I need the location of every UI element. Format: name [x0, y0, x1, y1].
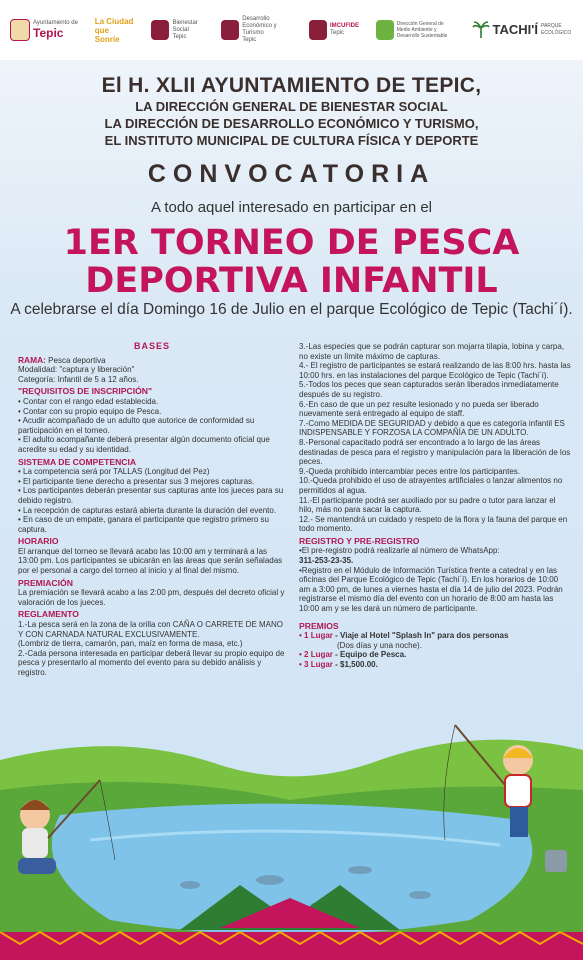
list-item: • Acudir acompañado de un adulto que autorice de conformidad su participación en el torneo.	[18, 416, 255, 435]
logo-medio-ambiente	[376, 20, 455, 40]
list-item: 12.- Se mantendrá un cuidado y respeto de la flora y la fauna del parque en todo momento.	[299, 514, 568, 534]
premiacion-heading: PREMIACIÓN	[18, 577, 73, 588]
list-item: 8.-Personal capacitado podrá ser encontrado a lo largo de las áreas destinadas de pesca para el registro y manipulación para la liberación de los peces.	[299, 437, 571, 467]
logo-ciudad-sonrie	[95, 17, 135, 44]
logo-bar	[0, 0, 583, 60]
logo-tachii-sub: PARQUE ECOLÓGICO	[540, 23, 572, 36]
list-item: 1.-La pesca será en la zona de la orilla con CAÑA O CARRETE DE MANO Y CON CARNADA NATURAL EXCLUSIVAMENTE.	[18, 620, 283, 639]
logo-ciudad-label: La Ciudad que Sonríe	[94, 16, 134, 44]
list-item: • Los participantes deberán presentar sus capturas ante los jueces para su debido registro.	[18, 486, 284, 505]
prize-place: • 1 Lugar	[299, 631, 333, 641]
lake-scene-illustration	[0, 720, 583, 960]
logo-imcufide-label: IMCUFIDE	[329, 23, 359, 29]
premios-heading: PREMIOS	[299, 620, 339, 631]
registro-whatsapp: •El pre-registro podrá realizarle al número de WhatsApp:	[299, 546, 500, 556]
prize-place: • 2 Lugar	[299, 650, 333, 660]
registro-phone: 311-253-23-35.	[299, 556, 354, 566]
list-item: 5.-Todos los peces que sean capturados serán liberados inmediatamente después de su registro.	[299, 380, 559, 399]
logo-medio-ambiente-label: Dirección General de Medio Ambiente y Desarrollo Sustentable	[396, 21, 448, 39]
list-item: • En caso de un empate, ganara el participante que registro primero su captura.	[18, 515, 269, 534]
rama-value: Pesca deportiva	[48, 355, 106, 365]
list-item: 11.-El participante podrá ser auxiliado por su padre o tutor para lanzar el hilo, más no para sacar la captura.	[299, 495, 556, 515]
smile-icon	[309, 20, 327, 40]
convocatoria-heading: CONVOCATORIA	[147, 160, 436, 188]
prize-item	[299, 641, 571, 651]
right-column	[299, 342, 571, 670]
left-column	[18, 342, 286, 678]
logo-tepic-sub: Ayuntamiento de	[33, 20, 78, 26]
list-item: 3.-Las especies que se podrán capturar son mojarra tilapia, lobina y carpa, no existe un límite máximo de capturas.	[299, 342, 565, 361]
header-line4: EL INSTITUTO MUNICIPAL DE CULTURA FÍSICA Y DEPORTE	[104, 133, 479, 148]
event-title-line1: 1ER TORNEO DE PESCA	[63, 223, 520, 263]
logo-tepic-label: Tepic	[33, 26, 64, 40]
header-line2: LA DIRECCIÓN GENERAL DE BIENESTAR SOCIAL	[135, 99, 448, 114]
rama-label: RAMA:	[18, 354, 46, 365]
bases-heading: BASES	[133, 341, 170, 351]
logo-tachii	[472, 21, 573, 39]
list-item: • Contar con su propio equipo de Pesca.	[18, 406, 162, 416]
horario-text: El arranque del torneo se llevará acabo las 10:00 am y terminará a las 13:00 pm. Los participantes se ubicarán en las áreas que serán señaladas por el personal a cargo del torneo al inicio y al final del mismo.	[18, 546, 283, 576]
header-line1: El H. XLII AYUNTAMIENTO DE TEPIC,	[101, 74, 482, 97]
list-item: • Contar con el rango edad establecida.	[18, 396, 159, 406]
smile-icon	[151, 20, 169, 40]
list-item: (Lombriz de tierra, camarón, pan, maíz en forma de masa, etc.)	[18, 639, 243, 649]
palm-icon	[472, 21, 490, 39]
list-item: 9.-Queda prohibido intercambiar peces entre los participantes.	[299, 466, 521, 476]
logo-bienestar-label: Bienestar Social	[172, 19, 198, 33]
prize-text: (Dos días y una noche).	[337, 640, 422, 650]
celebrate-text: A celebrarse el día Domingo 16 de Julio en el parque Ecológico de Tepic (Tachi´í).	[10, 301, 573, 318]
modalidad-text: Modalidad: "captura y liberación"	[18, 365, 135, 375]
list-item: • El participante tiene derecho a presentar sus 3 mejores capturas.	[18, 476, 255, 486]
logo-imcufide-sub: Tepic	[329, 30, 344, 36]
logo-desarrollo	[221, 16, 292, 44]
logo-bienestar-sub: Tepic	[172, 33, 187, 40]
logo-desarrollo-sub: Tepic	[242, 37, 257, 43]
smile-icon	[221, 20, 239, 40]
logo-tepic	[10, 19, 78, 41]
logo-bienestar	[151, 20, 204, 41]
prize-text: - $1,500.00.	[332, 660, 378, 669]
list-item: 6.-En caso de que un pez resulte lesionado y no pueda ser liberado nuevamente será entregado al equipo de staff.	[299, 399, 539, 419]
leaf-icon	[376, 20, 394, 40]
registro-text: •Registro en el Módulo de Información Turística frente a catedral y en las oficinas del Parque Ecológico de Tepic (Tachi´í). En los horarios de 10:00 am a 3:00 pm, de lunes a viernes hasta el día 14 de julio del 2023. Podrán registrarse el mismo día del evento con un horario de 8:00 am hasta las 10:00 am y se les dará un número de participante.	[299, 565, 563, 614]
reglamento-heading: REGLAMENTO	[18, 609, 79, 620]
premiacion-text: La premiación se llevará acabo a las 2:00 pm, después del decreto oficial y valoración de los jueces.	[18, 588, 285, 607]
prize-text: - Equipo de Pesca.	[332, 650, 407, 660]
competencia-heading: SISTEMA DE COMPETENCIA	[18, 456, 137, 467]
logo-tachii-label: TACHI'Í	[492, 22, 538, 37]
horario-heading: HORARIO	[18, 536, 59, 547]
list-item: • La competencia será por TALLAS (Longitud del Pez)	[18, 467, 210, 477]
logo-imcufide	[309, 20, 359, 40]
prize-item	[299, 660, 571, 670]
prize-place: • 3 Lugar	[299, 660, 333, 669]
list-item: 4.- El registro de participantes se estará realizando de las 8:00 hrs. hasta las 10:00 hrs. en las instalaciones del parque Ecológico de Tepic (Tachi´í).	[299, 361, 571, 380]
list-item: 2.-Cada persona interesada en participar deberá llevar su propio equipo de pesca y presentarlo al momento del evento para su debido análisis y registro.	[18, 648, 285, 677]
event-title-line2: DEPORTIVA INFANTIL	[85, 261, 498, 301]
registro-heading: REGISTRO Y PRE-REGISTRO	[299, 535, 420, 546]
list-item: 7.-Como MEDIDA DE SEGURIDAD y debido a que es categoría infantil ES INDISPENSABLE Y FORZOSA LA COMPAÑÍA DE UN ADULTO.	[299, 418, 565, 438]
list-item: • La recepción de capturas estará abierta durante la duración del evento.	[18, 505, 277, 515]
list-item: • El adulto acompañante deberá presentar algún documento oficial que acredite su edad y su identidad.	[18, 435, 270, 454]
prize-item	[299, 631, 571, 641]
intro-text: A todo aquel interesado en participar en el	[150, 199, 433, 216]
prize-item	[299, 650, 571, 660]
prize-text: - Viaje al Hotel "Splash In" para dos personas	[332, 631, 509, 641]
header-line3: LA DIRECCIÓN DE DESARROLLO ECONÓMICO Y TURISMO,	[104, 116, 479, 131]
coat-of-arms-icon	[10, 19, 30, 41]
list-item: 10.-Queda prohibido el uso de atrayentes artificiales o lanzar alimentos no permitidos al agua.	[299, 476, 563, 495]
categoria-text: Categoría: Infantil de 5 a 12 años.	[18, 374, 139, 384]
requisitos-heading: "REQUISITOS DE INSCRIPCIÓN"	[18, 386, 153, 397]
logo-desarrollo-label: Desarrollo Económico y Turismo	[242, 16, 277, 36]
